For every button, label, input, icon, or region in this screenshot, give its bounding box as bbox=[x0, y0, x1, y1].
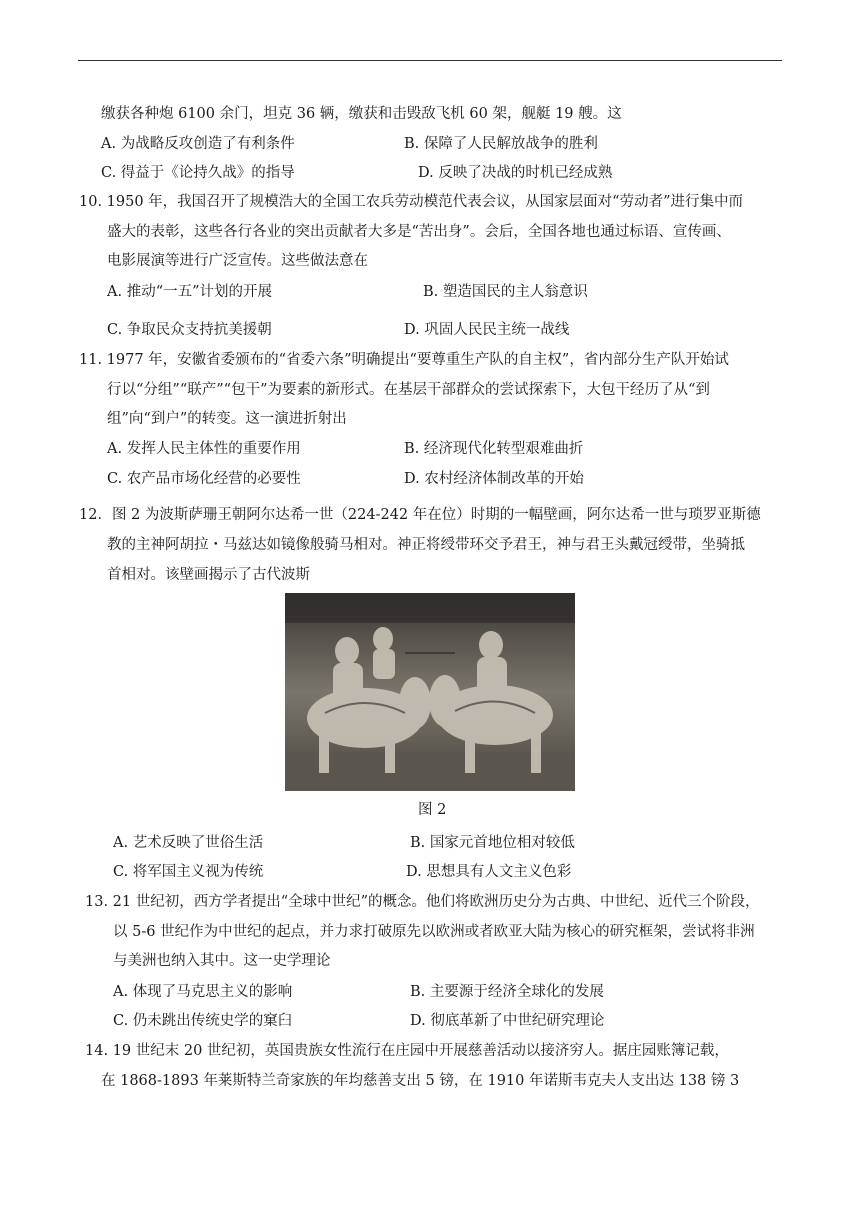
q12-option-a: A. 艺术反映了世俗生活 bbox=[113, 835, 264, 851]
q11-option-d: D. 农村经济体制改革的开始 bbox=[404, 471, 584, 487]
q9-continuation-text: 缴获各种炮 6100 余门，坦克 36 辆，缴获和击毁敌飞机 60 架，舰艇 19 艘。这 bbox=[101, 106, 622, 122]
q10-option-c: C. 争取民众支持抗美援朝 bbox=[107, 322, 272, 338]
header-rule bbox=[78, 60, 782, 61]
q9-option-d: D. 反映了决战的时机已经成熟 bbox=[418, 165, 613, 181]
q13-option-c: C. 仍未跳出传统史学的窠臼 bbox=[113, 1013, 293, 1029]
q10-stem-line-1: 10. 1950 年，我国召开了规模浩大的全国工农兵劳动模范代表会议，从国家层面对“劳动者”进行集中而 bbox=[79, 194, 744, 210]
q13-stem-line-1: 13. 21 世纪初，西方学者提出“全球中世纪”的概念。他们将欧洲历史分为古典、中世纪、近代三个阶段， bbox=[85, 894, 760, 910]
q12-option-b: B. 国家元首地位相对较低 bbox=[410, 835, 575, 851]
q9-option-c: C. 得益于《论持久战》的指导 bbox=[101, 165, 295, 181]
q11-option-a: A. 发挥人民主体性的重要作用 bbox=[107, 441, 301, 457]
q11-option-b: B. 经济现代化转型艰难曲折 bbox=[404, 441, 584, 457]
q14-stem-line-2: 在 1868-1893 年莱斯特兰奇家族的年均慈善支出 5 镑，在 1910 年诺斯韦克夫人支出达 138 镑 3 bbox=[101, 1073, 740, 1089]
q10-option-d: D. 巩固人民民主统一战线 bbox=[404, 322, 570, 338]
q12-option-c: C. 将军国主义视为传统 bbox=[113, 864, 264, 880]
q14-stem-line-1: 14. 19 世纪末 20 世纪初，英国贵族女性流行在庄园中开展慈善活动以接济穷人。据庄园账簿记载， bbox=[85, 1043, 729, 1059]
q12-stem-line-3: 首相对。该壁画揭示了古代波斯 bbox=[107, 567, 310, 583]
q9-option-a: A. 为战略反攻创造了有利条件 bbox=[101, 136, 295, 152]
q13-option-a: A. 体现了马克思主义的影响 bbox=[113, 984, 293, 1000]
q13-option-d: D. 彻底革新了中世纪研究理论 bbox=[410, 1013, 605, 1029]
q13-stem-line-2: 以 5-6 世纪作为中世纪的起点，并力求打破原先以欧洲或者欧亚大陆为核心的研究框架，尝试将非洲 bbox=[113, 924, 755, 940]
relief-image bbox=[285, 593, 575, 791]
q11-option-c: C. 农产品市场化经营的必要性 bbox=[107, 471, 301, 487]
q11-stem-line-1: 11. 1977 年，安徽省委颁布的“省委六条”明确提出“要尊重生产队的自主权”，省内部分生产队开始试 bbox=[79, 352, 729, 368]
q10-stem-line-2: 盛大的表彰，这些各行各业的突出贡献者大多是“苦出身”。会后，全国各地也通过标语、宣传画、 bbox=[107, 224, 731, 240]
q10-option-b: B. 塑造国民的主人翁意识 bbox=[423, 284, 588, 300]
q12-option-d: D. 思想具有人文主义色彩 bbox=[406, 864, 572, 880]
q12-stem-line-1: 12．图 2 为波斯萨珊王朝阿尔达希一世（224-242 年在位）时期的一幅壁画，阿尔达希一世与琐罗亚斯德 bbox=[79, 507, 761, 523]
q11-stem-line-3: 组”向“到户”的转变。这一演进折射出 bbox=[107, 411, 347, 427]
q13-stem-line-3: 与美洲也纳入其中。这一史学理论 bbox=[113, 953, 331, 969]
q9-option-b: B. 保障了人民解放战争的胜利 bbox=[404, 136, 598, 152]
q13-option-b: B. 主要源于经济全球化的发展 bbox=[410, 984, 604, 1000]
q10-option-a: A. 推动“一五”计划的开展 bbox=[107, 284, 273, 300]
q12-stem-line-2: 教的主神阿胡拉・马兹达如镜像般骑马相对。神正将绶带环交予君王，神与君王头戴冠绶带，坐骑抵 bbox=[107, 537, 745, 553]
q11-stem-line-2: 行以“分组”“联产”“包干”为要素的新形式。在基层干部群众的尝试探索下，大包干经历了从“到 bbox=[107, 382, 710, 398]
q10-stem-line-3: 电影展演等进行广泛宣传。这些做法意在 bbox=[107, 253, 368, 269]
figure-caption: 图 2 bbox=[418, 802, 447, 818]
